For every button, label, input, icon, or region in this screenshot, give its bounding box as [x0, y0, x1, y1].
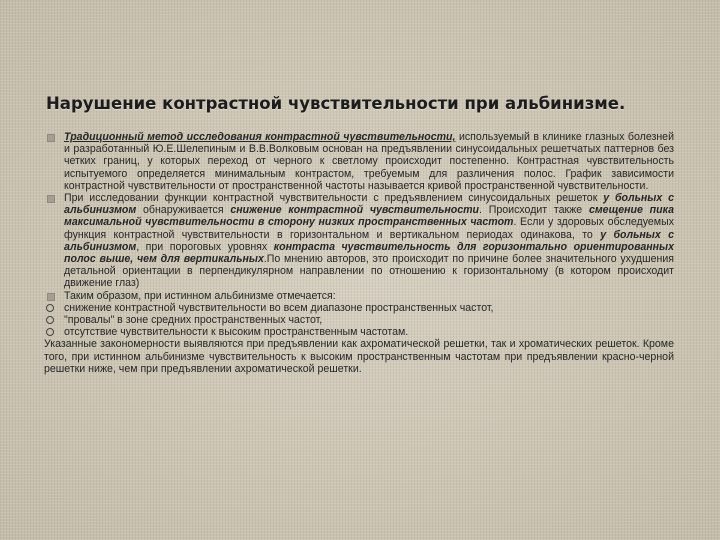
sub-list-item	[44, 326, 674, 338]
bullet-paragraph-findings	[44, 192, 674, 290]
findings-text-5: , при пороговых уровнях	[136, 240, 274, 253]
findings-text-6: .По мнению авторов, это происходит по причине более значительного ухудшения детальной ориентации в перпендикулярном направлении по отношению к горизонтальному (в котором происходит движение глаз)	[64, 253, 675, 290]
sub-list-item-text: "провалы" в зоне средних пространственных частот,	[64, 314, 323, 327]
findings-emphasis-3: смещение пика максимальной чувствительности в сторону низких пространственных частот	[64, 204, 674, 229]
findings-emphasis-2: снижение контрастной чувствительности	[230, 204, 480, 217]
findings-emphasis-1: у больных с альбинизмом	[64, 192, 675, 217]
method-text: используемый в клинике глазных болезней и разработанный Ю.Е.Шелепиным и В.В.Волковым основан на предъявлении синусоидальных решетчатых паттернов без четких границ, у которых переход от черного к светлому происходит постепенно. Контрастная чувствительность испытуемого определяется минимальным контрастом, требуемым для различения полос. График зависимости контрастной чувствительности от пространственной частоты называется кривой пространственной чувствительности.	[64, 131, 674, 192]
sub-list-item	[44, 314, 674, 326]
sub-list-item-text: снижение контрастной чувствительности во всем диапазоне пространственных частот,	[64, 301, 494, 314]
sub-list-item	[44, 302, 674, 314]
circle-bullet-icon	[46, 304, 54, 312]
circle-bullet-icon	[46, 328, 54, 336]
slide-title: Нарушение контрастной чувствительности при альбинизме.	[46, 94, 626, 113]
findings-text-4: . Если у здоровых обследуемых функция контрастной чувствительности в горизонтальном и вертикальном периодах одинакова, то	[64, 216, 674, 241]
summary-text: Таким образом, при истинном альбинизме отмечается:	[64, 289, 336, 302]
slide-body	[44, 131, 674, 375]
findings-text-3: . Происходит также	[479, 204, 589, 217]
bullet-paragraph-method	[44, 131, 674, 192]
method-heading: Традиционный метод исследования контрастной чувствительности,	[64, 131, 456, 143]
closing-paragraph: Указанные закономерности выявляются при предъявлении как ахроматической решетки, так и хроматических решеток. Кроме того, при истинном альбинизме чувствительность к высоким пространственным частотам при предъявлении красно-черной решетки ниже, чем при предъявлении ахроматической решетки.	[44, 338, 674, 375]
square-bullet-icon	[47, 293, 55, 301]
findings-emphasis-4: у больных с альбинизмом	[64, 228, 674, 253]
findings-text-1: При исследовании функции контрастной чувствительности с предъявлением синусоидальных решеток	[64, 192, 604, 205]
findings-text-2: обнаруживается	[136, 204, 231, 217]
bullet-paragraph-summary	[44, 290, 674, 302]
square-bullet-icon	[47, 195, 55, 203]
circle-bullet-icon	[46, 316, 54, 324]
findings-emphasis-5: контраста чувствительность для горизонтально ориентированных полос выше, чем для вертикальных	[64, 240, 674, 266]
sub-list-item-text: отсутствие чувствительности к высоким пространственным частотам.	[64, 326, 409, 339]
square-bullet-icon	[47, 134, 55, 142]
